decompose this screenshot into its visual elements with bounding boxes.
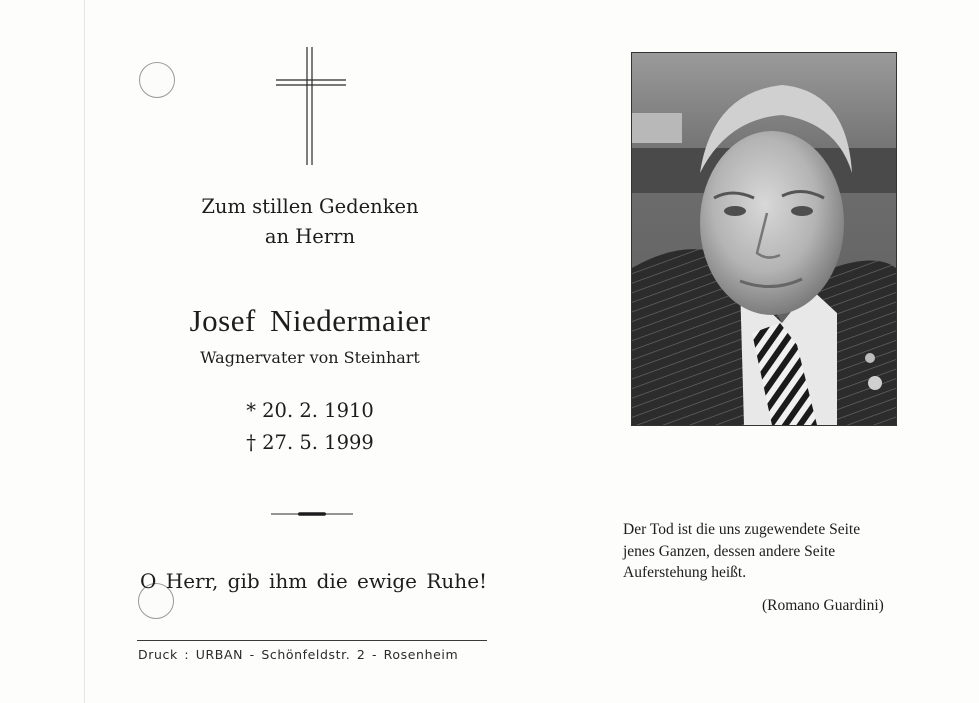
deceased-subtitle: Wagnervater von Steinhart [200, 348, 420, 367]
death-date: † 27. 5. 1999 [246, 431, 374, 454]
memorial-heading [110, 192, 510, 252]
card-fold-edge [84, 0, 85, 703]
portrait-image [632, 53, 896, 425]
quote-line: Auferstehung heißt. [623, 564, 747, 581]
quote-line: Der Tod ist die uns zugewendete Seite [623, 521, 861, 538]
birth-date: * 20. 2. 1910 [246, 399, 374, 422]
printer-imprint: Druck : URBAN - Schönfeldstr. 2 - Rosenheim [138, 647, 459, 662]
portrait-photo [631, 52, 897, 426]
footer-rule [137, 640, 487, 641]
quote-author: (Romano Guardini) [762, 597, 884, 614]
heading-line-1: Zum stillen Gedenken [201, 195, 419, 218]
punch-hole-top [139, 62, 175, 98]
heading-line-2: an Herrn [264, 225, 356, 248]
guardini-quote [623, 519, 923, 584]
quote-line: jenes Ganzen, dessen andere Seite [623, 542, 836, 560]
prayer-line: O Herr, gib ihm die ewige Ruhe! [140, 569, 488, 593]
ornament-divider [271, 510, 353, 518]
cross-icon [276, 47, 346, 165]
deceased-name: Josef Niedermaier [189, 303, 431, 338]
